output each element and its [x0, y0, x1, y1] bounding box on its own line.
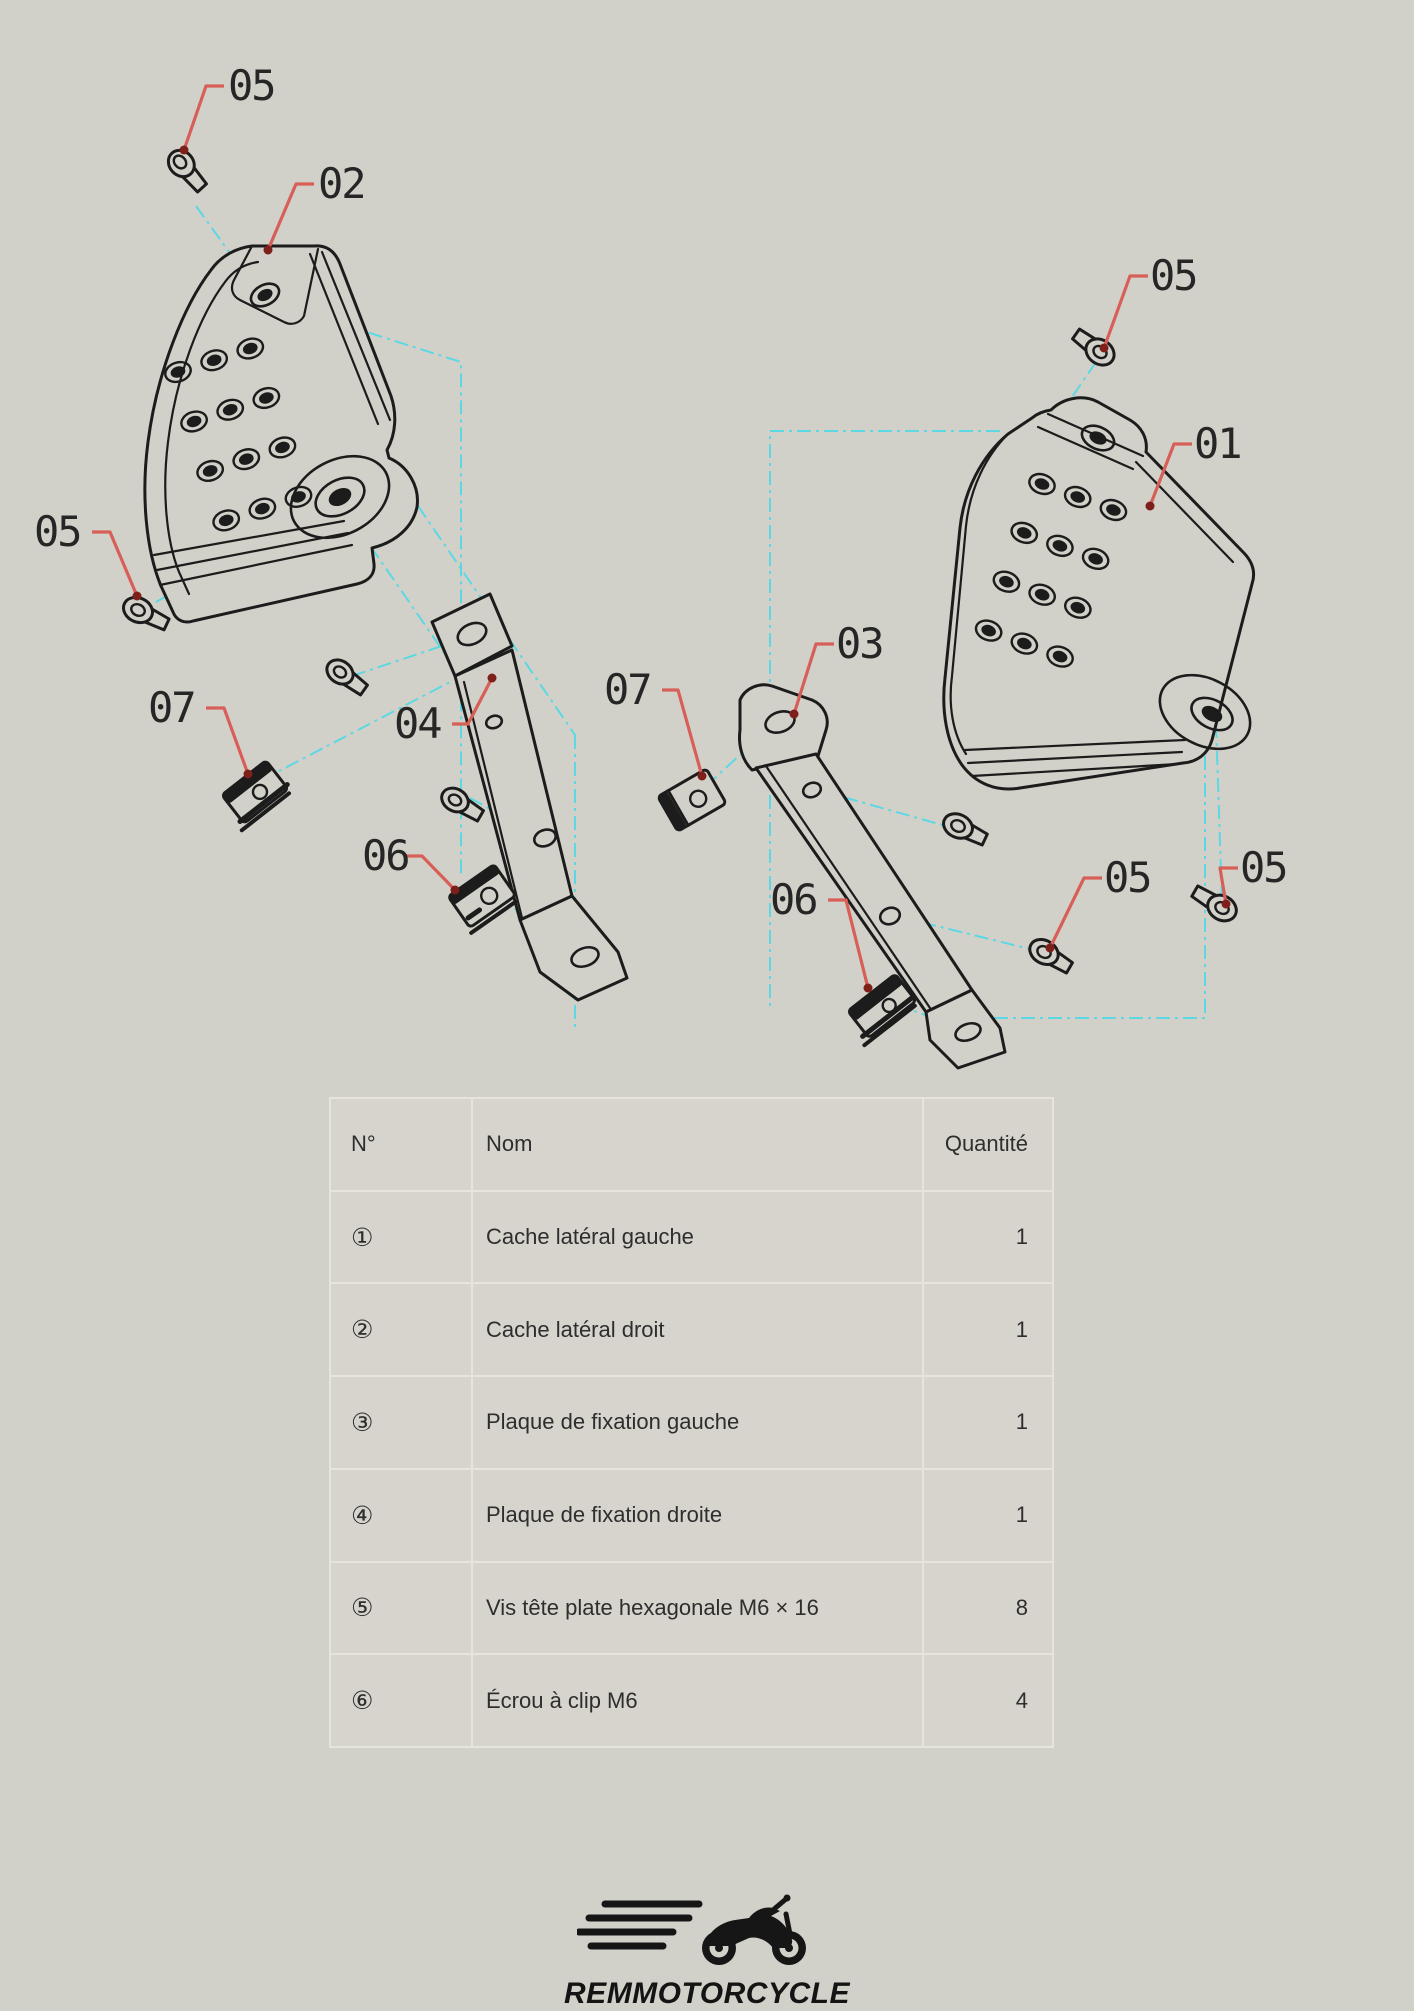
screw-icon: [1069, 325, 1120, 370]
table-row-num: ②: [331, 1284, 471, 1375]
svg-text:05: 05: [228, 61, 275, 110]
part-label-07: [148, 683, 253, 779]
motorcycle-icon: [577, 1890, 837, 1970]
table-header-name: Nom: [473, 1099, 922, 1190]
part-label-05: [34, 507, 142, 601]
svg-text:07: 07: [604, 665, 651, 714]
table-row-qty: 4: [924, 1655, 1052, 1746]
screw-icon: [119, 593, 172, 635]
part-label-05: [1100, 251, 1197, 353]
svg-text:05: 05: [1150, 251, 1197, 300]
svg-text:05: 05: [1104, 853, 1151, 902]
table-row-num: ⑥: [331, 1655, 471, 1746]
table-row-qty: 1: [924, 1284, 1052, 1375]
svg-text:02: 02: [318, 159, 365, 208]
table-row-num: ①: [331, 1192, 471, 1283]
table-row-name: Vis tête plate hexagonale M6 × 16: [473, 1563, 922, 1654]
brand-logo: [507, 1890, 907, 2011]
svg-text:06: 06: [362, 831, 409, 880]
table-row-qty: 8: [924, 1563, 1052, 1654]
part-label-05: [180, 61, 275, 155]
table-row-qty: 1: [924, 1470, 1052, 1561]
brand-name: REMMOTORCYCLE: [564, 1977, 850, 2010]
table-header-num: N°: [331, 1099, 471, 1190]
left-side-cover-part: [145, 246, 418, 622]
part-label-05: [1046, 853, 1151, 953]
svg-text:05: 05: [34, 507, 81, 556]
table-row-num: ⑤: [331, 1563, 471, 1654]
screw-icon: [322, 655, 371, 698]
table-row-name: Écrou à clip M6: [473, 1655, 922, 1746]
table-row-name: Plaque de fixation gauche: [473, 1377, 922, 1468]
table-row-qty: 1: [924, 1192, 1052, 1283]
svg-text:06: 06: [770, 875, 817, 924]
table-row-qty: 1: [924, 1377, 1052, 1468]
table-row-name: Plaque de fixation droite: [473, 1470, 922, 1561]
screw-icon: [1188, 882, 1241, 926]
screw-icon: [940, 809, 991, 849]
svg-text:05: 05: [1240, 843, 1287, 892]
svg-text:07: 07: [148, 683, 195, 732]
part-label-02: [264, 159, 365, 255]
table-row-num: ④: [331, 1470, 471, 1561]
svg-text:04: 04: [394, 699, 441, 748]
parts-table: [329, 1097, 1054, 1748]
table-header-qty: Quantité: [924, 1099, 1052, 1190]
screw-icon: [1025, 935, 1075, 977]
table-row-name: Cache latéral gauche: [473, 1192, 922, 1283]
part-label-07: [604, 665, 707, 781]
part-label-06: [362, 831, 460, 895]
table-row-name: Cache latéral droit: [473, 1284, 922, 1375]
svg-text:03: 03: [836, 619, 883, 668]
table-row-num: ③: [331, 1377, 471, 1468]
svg-text:01: 01: [1194, 419, 1241, 468]
